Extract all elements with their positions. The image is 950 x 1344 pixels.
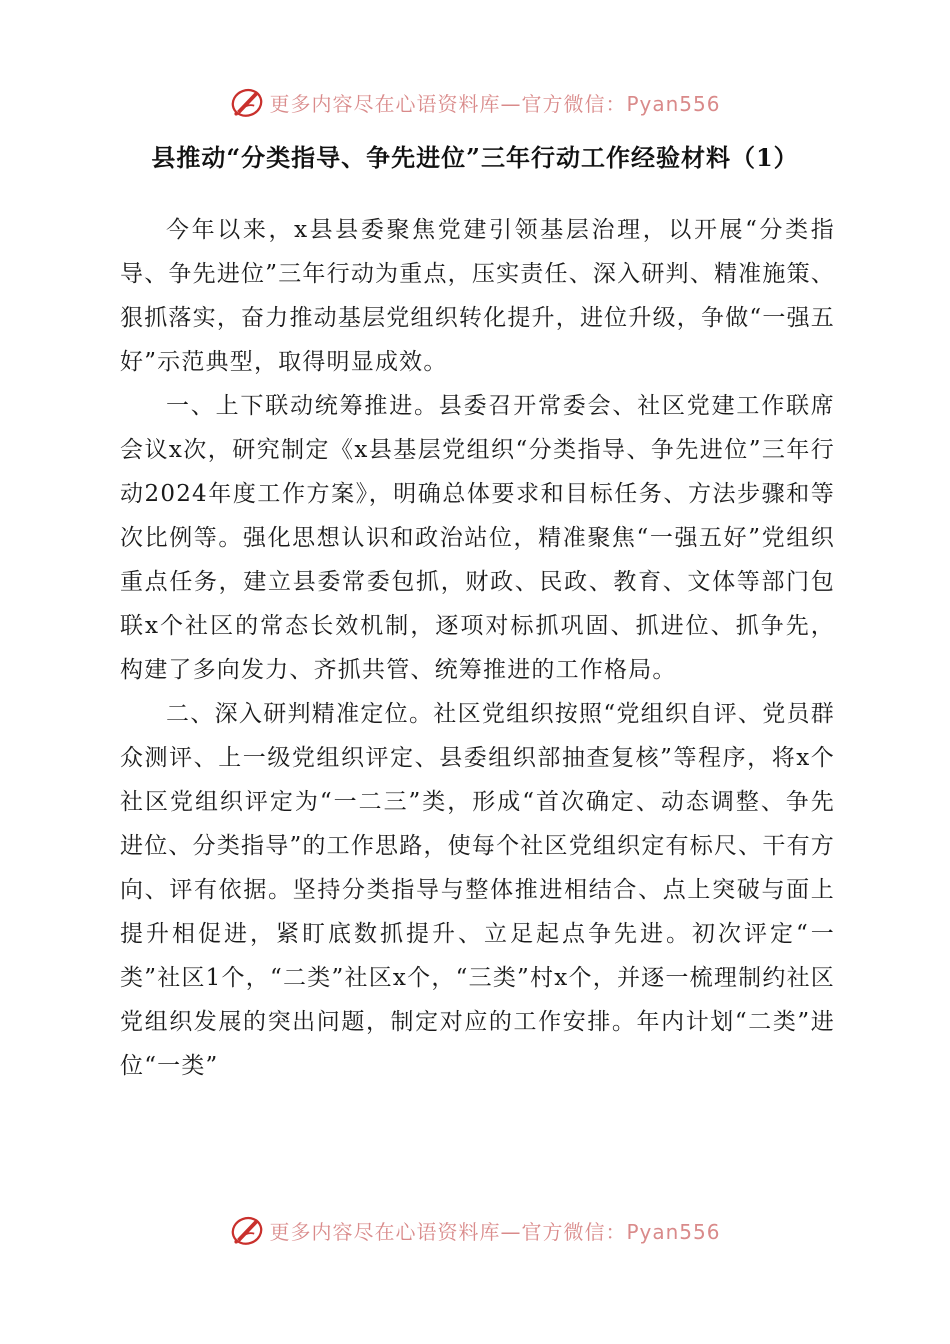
- document-body: [120, 208, 835, 1088]
- paragraph-section-1: 一、上下联动统筹推进。县委召开常委会、社区党建工作联席会议x次，研究制定《x县基层党组织“分类指导、争先进位”三年行动2024年度工作方案》，明确总体要求和目标任务、方法步骤和等次比例等。强化思想认识和政治站位，精准聚焦“一强五好”党组织重点任务，建立县委常委包抓，财政、民政、教育、文体等部门包联x个社区的常态长效机制，逐项对标抓巩固、抓进位、抓争先，构建了多向发力、齐抓共管、统筹推进的工作格局。: [120, 393, 835, 683]
- pen-and-brush-icon: [229, 84, 265, 120]
- document-title: 县推动“分类指导、争先进位”三年行动工作经验材料（1）: [151, 143, 799, 172]
- header-watermark: [0, 82, 950, 122]
- footer-watermark: [0, 1210, 950, 1250]
- watermark-text: 更多内容尽在心语资料库—官方微信：Pyan556: [269, 91, 721, 116]
- pen-and-brush-icon: [229, 1212, 265, 1248]
- watermark-text: 更多内容尽在心语资料库—官方微信：Pyan556: [269, 1219, 721, 1244]
- paragraph-intro: 今年以来，x县县委聚焦党建引领基层治理，以开展“分类指导、争先进位”三年行动为重点，压实责任、深入研判、精准施策、狠抓落实，奋力推动基层党组织转化提升，进位升级，争做“一强五好”示范典型，取得明显成效。: [120, 217, 835, 375]
- paragraph-section-2: 二、深入研判精准定位。社区党组织按照“党组织自评、党员群众测评、上一级党组织评定、县委组织部抽查复核”等程序，将x个社区党组织评定为“一二三”类，形成“首次确定、动态调整、争先进位、分类指导”的工作思路，使每个社区党组织定有标尺、干有方向、评有依据。坚持分类指导与整体推进相结合、点上突破与面上提升相促进，紧盯底数抓提升、立足起点争先进。初次评定“一类”社区1个，“二类”社区x个，“三类”村x个，并逐一梳理制约社区党组织发展的突出问题，制定对应的工作安排。年内计划“二类”进位“一类”: [120, 701, 835, 1079]
